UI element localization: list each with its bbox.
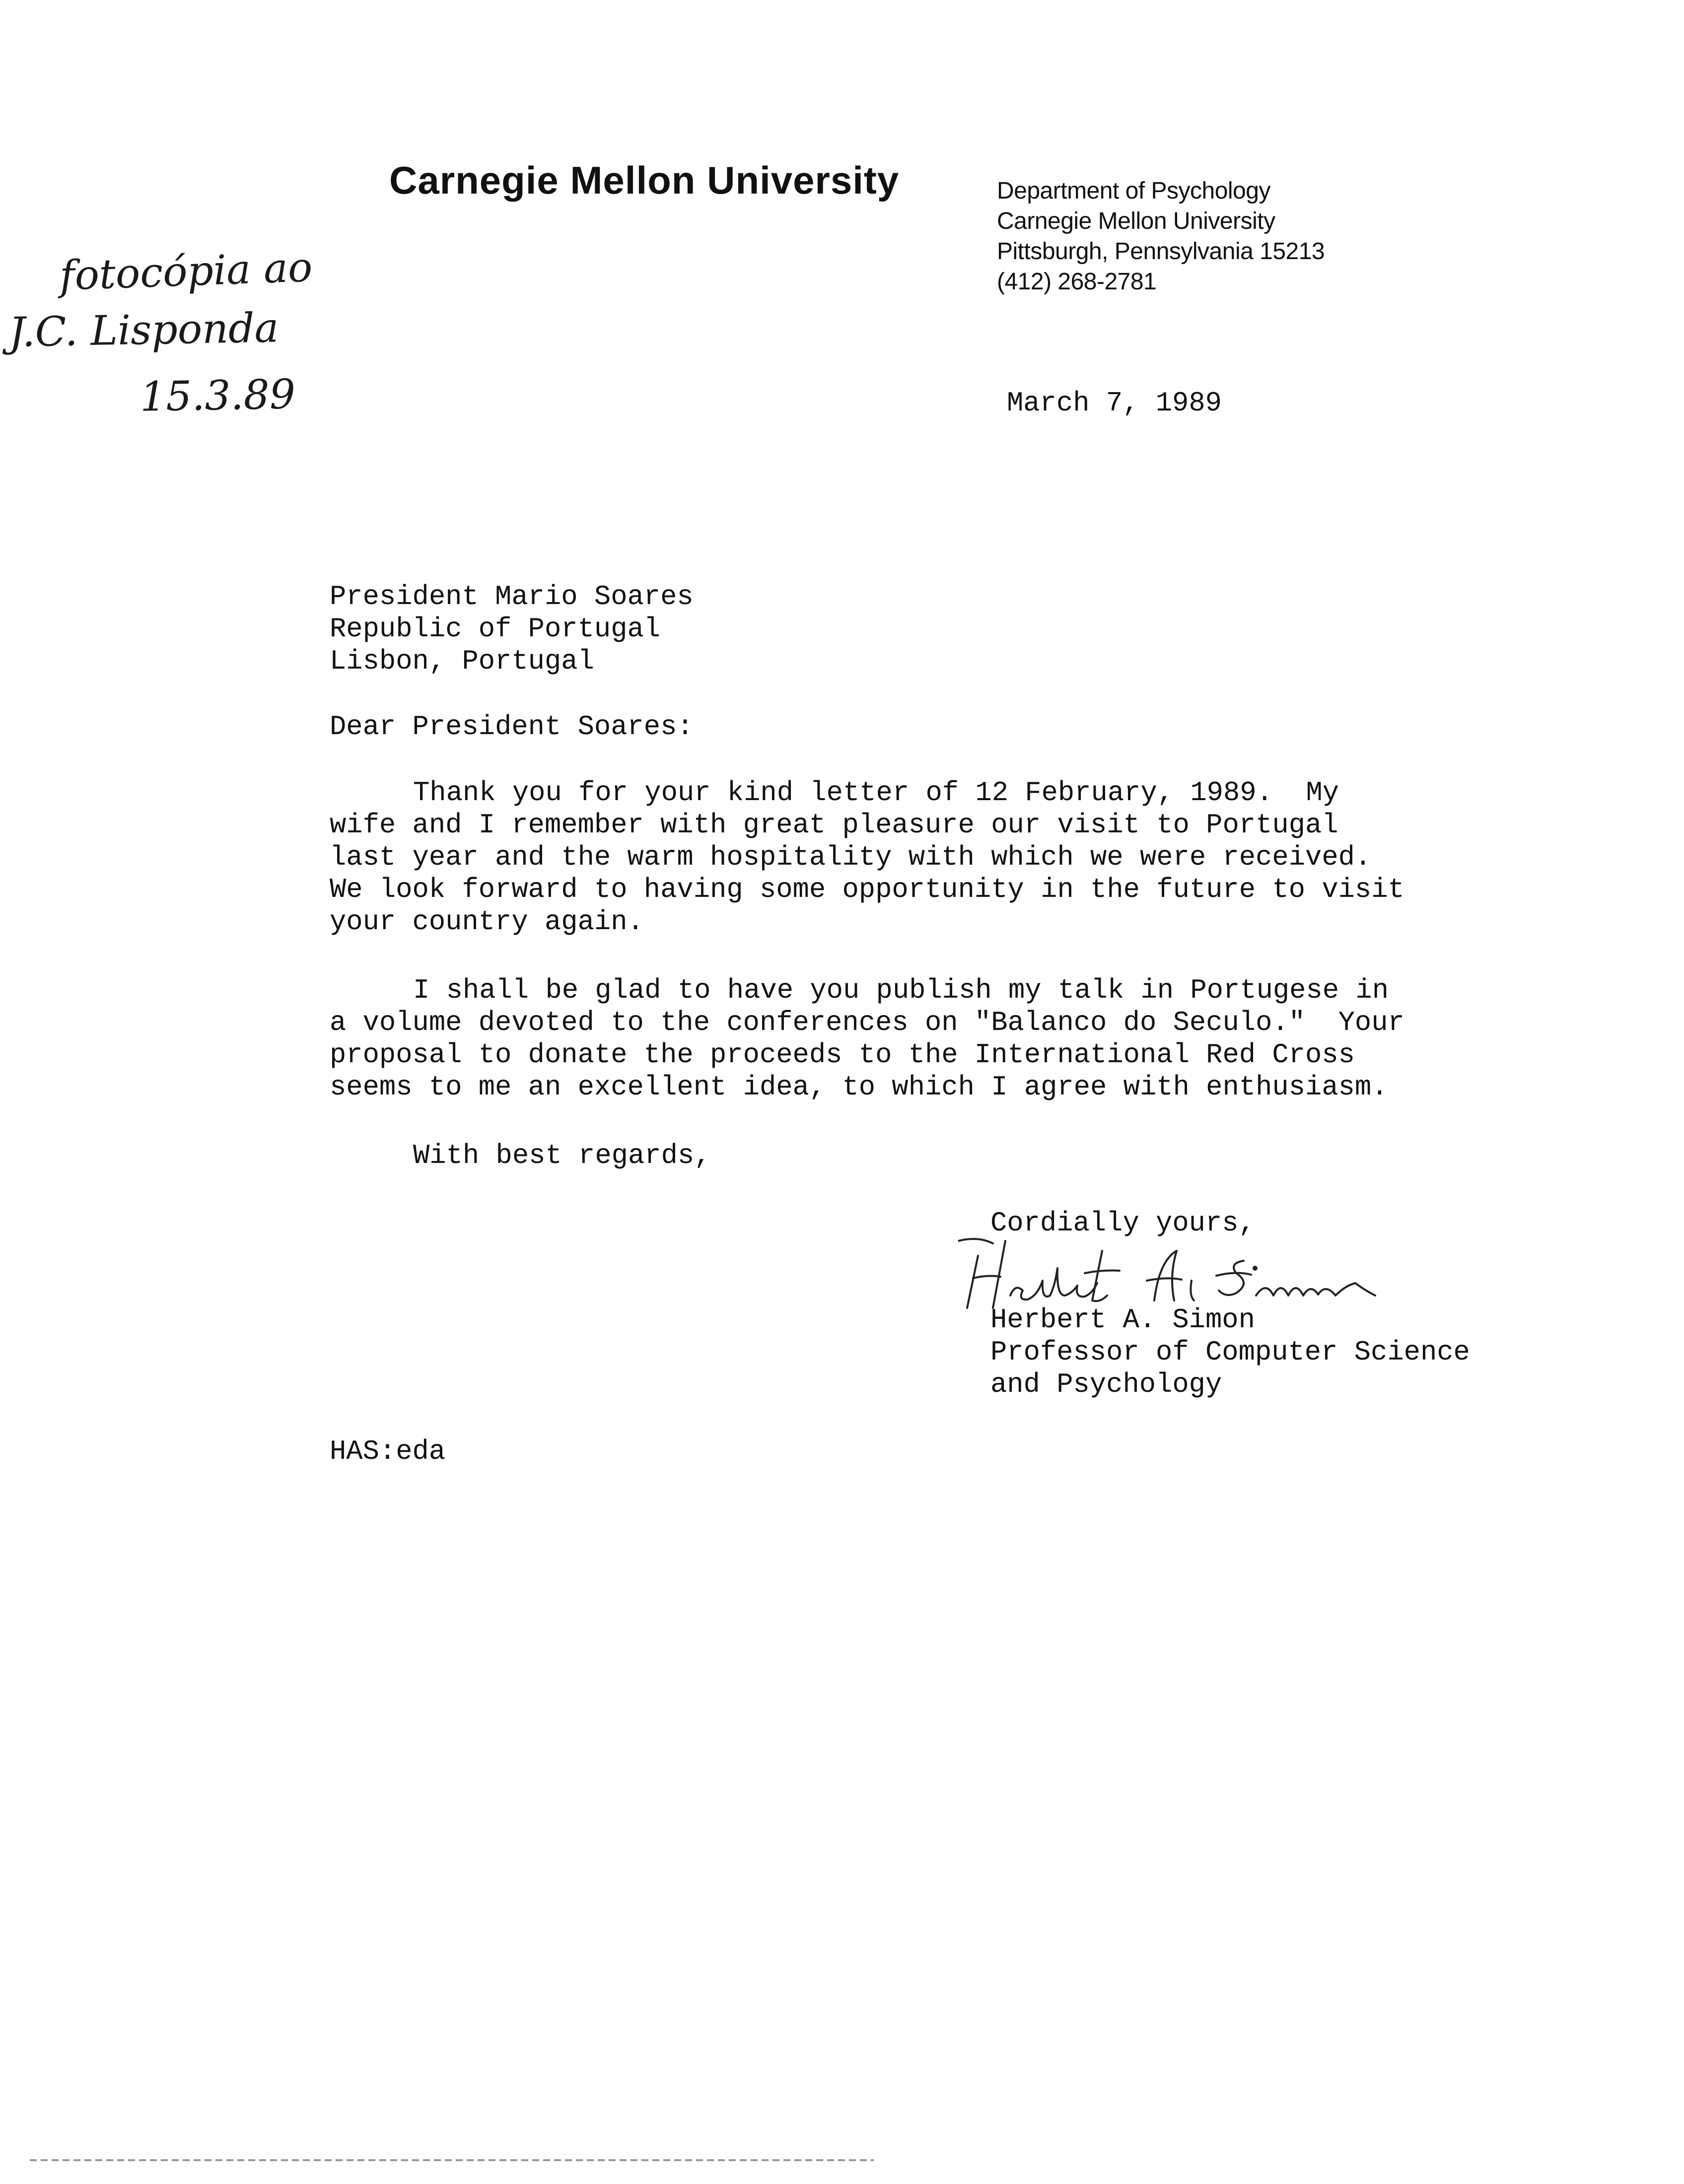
recipient-line: Republic of Portugal	[330, 614, 661, 645]
body-line: last year and the warm hospitality with which we were received.	[330, 842, 1372, 873]
scan-edge-line	[30, 2159, 874, 2161]
typist-initials: HAS:eda	[330, 1436, 446, 1467]
body-line: We look forward to having some opportunity in the future to visit	[330, 874, 1404, 905]
body-line: seems to me an excellent idea, to which I agree with enthusiasm.	[330, 1072, 1388, 1103]
signatory-name: Herbert A. Simon	[990, 1304, 1255, 1336]
department-line: Pittsburgh, Pennsylvania 15213	[997, 238, 1325, 265]
handwritten-note-line: 15.3.89	[140, 371, 296, 421]
salutation: Dear President Soares:	[330, 711, 694, 743]
body-line: wife and I remember with great pleasure our visit to Portugal	[330, 810, 1338, 841]
recipient-line: Lisbon, Portugal	[330, 646, 594, 677]
regards-line: With best regards,	[413, 1140, 711, 1171]
body-paragraph	[330, 974, 1404, 1103]
department-line: (412) 268-2781	[997, 269, 1157, 295]
department-address	[997, 176, 1325, 297]
body-line: Thank you for your kind letter of 12 February, 1989. My	[413, 777, 1339, 809]
recipient-line: President Mario Soares	[330, 581, 694, 613]
signatory-block	[990, 1304, 1470, 1401]
recipient-address	[330, 581, 694, 678]
handwritten-note-line: fotocópia ao	[59, 244, 313, 300]
signatory-title: and Psychology	[990, 1369, 1222, 1400]
body-line: proposal to donate the proceeds to the International Red Cross	[330, 1039, 1355, 1071]
university-name: Carnegie Mellon University	[389, 158, 900, 202]
department-line: Carnegie Mellon University	[997, 208, 1275, 234]
handwritten-note-line: J.C. Lisponda	[8, 304, 280, 356]
letter-date: March 7, 1989	[1007, 388, 1222, 419]
body-line: a volume devoted to the conferences on "Balanco do Seculo." Your	[330, 1007, 1404, 1038]
signatory-title: Professor of Computer Science	[990, 1337, 1470, 1368]
body-line: your country again.	[330, 906, 644, 938]
department-line: Department of Psychology	[997, 178, 1270, 204]
closing: Cordially yours,	[990, 1208, 1255, 1239]
body-line: I shall be glad to have you publish my talk in Portugese in	[413, 975, 1389, 1006]
body-paragraph	[330, 777, 1404, 938]
